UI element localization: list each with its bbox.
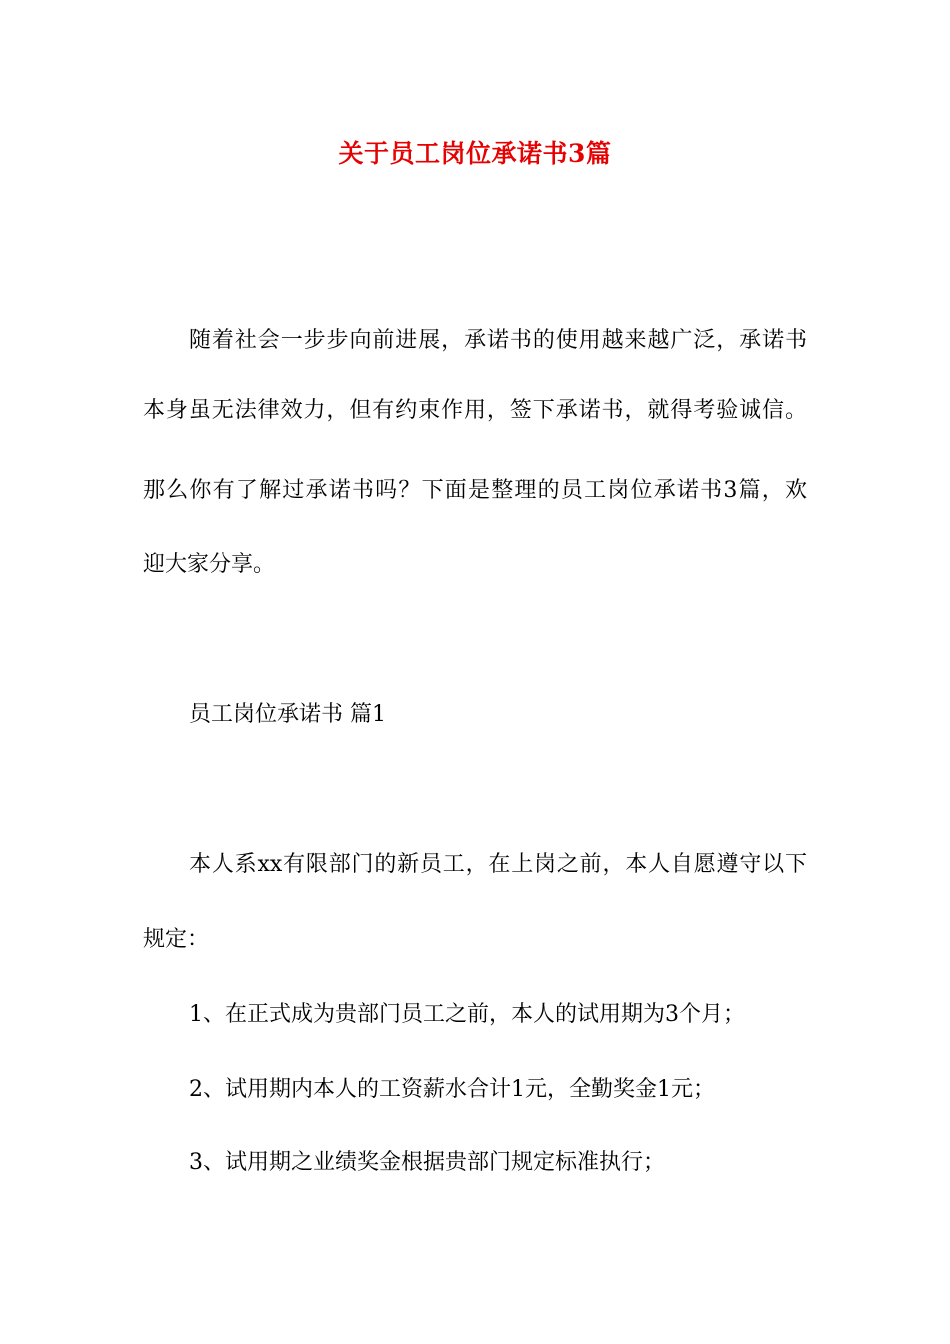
list-item: 2、试用期内本人的工资薪水合计1元，全勤奖金1元； [189,1077,715,1102]
list-item: 3、试用期之业绩奖金根据贵部门规定标准执行； [189,1150,665,1175]
body-line-1: 本人系xx有限部门的新员工，在上岗之前，本人自愿遵守以下 [189,852,807,877]
body-line-2: 规定： [143,927,210,952]
document-title: 关于员工岗位承诺书3篇 [338,139,612,168]
intro-line-2: 本身虽无法律效力，但有约束作用，签下承诺书，就得考验诚信。 [143,398,807,423]
intro-line-3: 那么你有了解过承诺书吗？下面是整理的员工岗位承诺书3篇，欢 [143,478,807,503]
section-heading: 员工岗位承诺书 篇1 [189,702,386,727]
intro-line-1: 随着社会一步步向前进展，承诺书的使用越来越广泛，承诺书 [189,328,807,353]
list-item: 1、在正式成为贵部门员工之前，本人的试用期为3个月； [189,1002,745,1027]
intro-line-4: 迎大家分享。 [143,552,276,577]
